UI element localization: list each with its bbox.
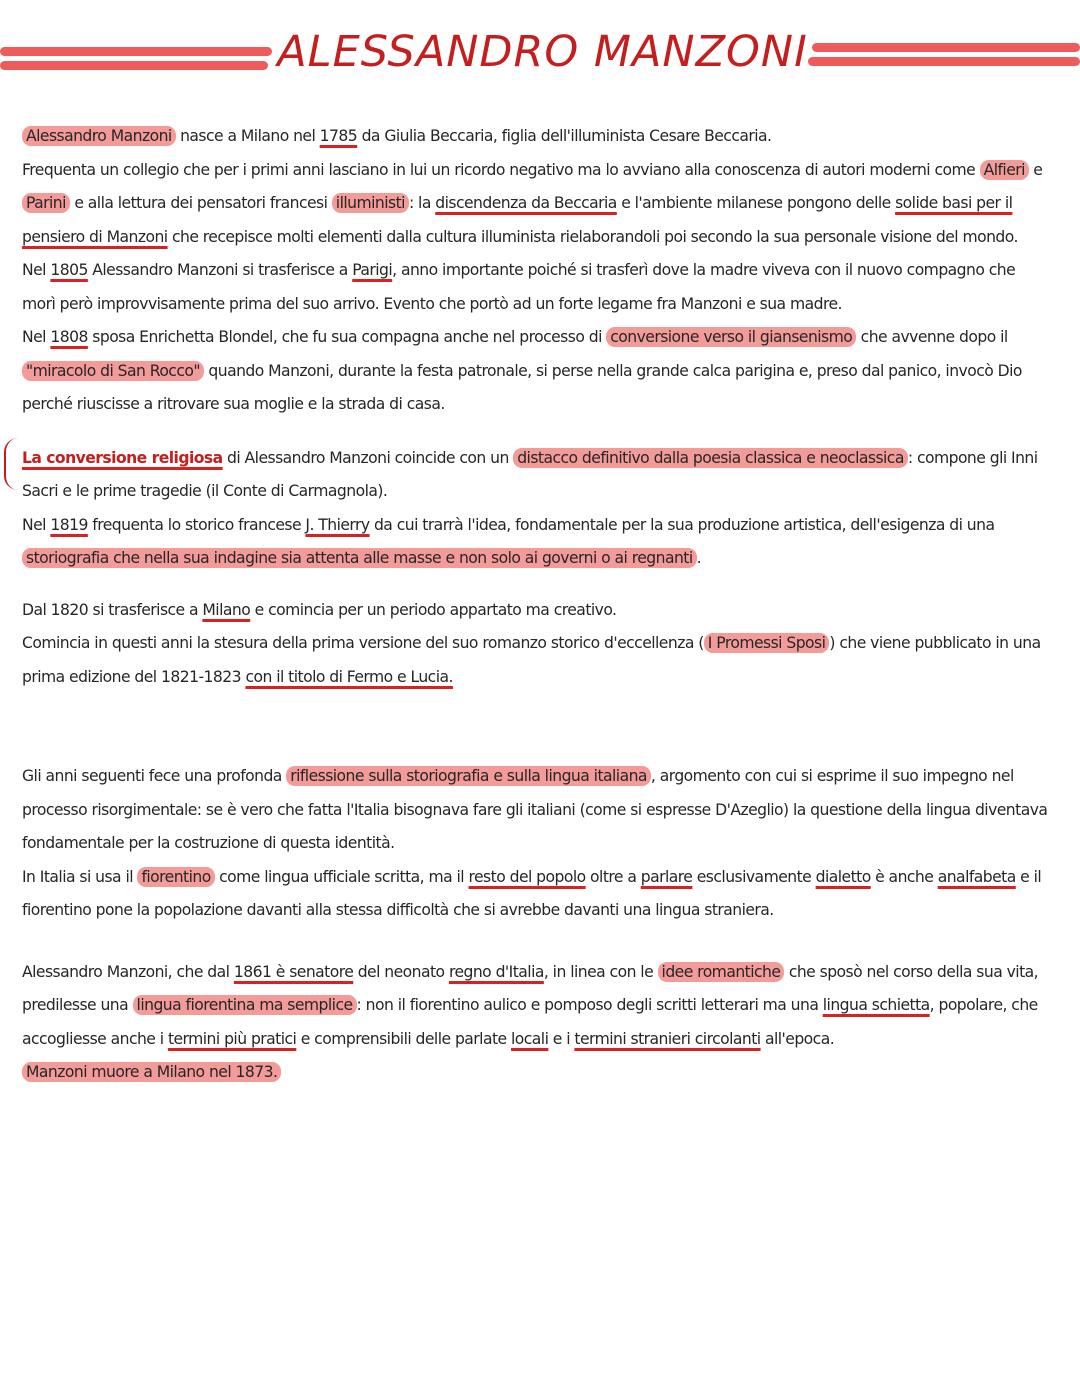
body-text: che sposò nel corso della sua vita, predilesse una bbox=[22, 962, 1039, 1014]
underlined-text: 1805 bbox=[50, 261, 88, 279]
body-text: In Italia si usa il bbox=[22, 867, 138, 886]
body-text: quando Manzoni, durante la festa patronale, si perse nella grande calca parigina e, preso dal panico, invocò Dio perché riuscisse a ritrovare sua moglie e la strada di casa. bbox=[22, 361, 1022, 413]
body-text: Alessandro Manzoni si trasferisce a bbox=[87, 261, 353, 279]
underlined-text: 1861 è senatore bbox=[233, 962, 354, 981]
body-text: e alla lettura dei pensatori francesi bbox=[69, 194, 332, 212]
highlighted-text: "miracolo di San Rocco" bbox=[22, 361, 204, 381]
body-text: : la bbox=[408, 194, 436, 212]
body-text: e il fiorentino pone la popolazione davanti alla stessa difficoltà che si avrebbe davanti una lingua straniera. bbox=[22, 867, 1042, 919]
underlined-text: dialetto bbox=[815, 867, 871, 886]
underlined-text: locali bbox=[510, 1029, 549, 1048]
body-text: del neonato bbox=[353, 962, 449, 981]
body-text: sposa Enrichetta Blondel, che fu sua compagna anche nel processo di bbox=[87, 328, 607, 346]
body-text: frequenta lo storico francese bbox=[87, 515, 306, 534]
underlined-text: analfabeta bbox=[937, 867, 1016, 886]
body-text: e comincia per un periodo appartato ma creativo. bbox=[250, 600, 617, 619]
body-text: , anno importante poiché si trasferì dove la madre viveva con il nuovo compagno che morì però improvvisamente prima del suo arrivo. Evento che portò ad un forte legame fra Manzoni e sua madre. bbox=[22, 261, 1016, 313]
body-text: Nel bbox=[22, 515, 51, 534]
underlined-text: con il titolo di Fermo e Lucia. bbox=[245, 667, 453, 686]
body-text: Alessandro Manzoni, che dal bbox=[22, 962, 234, 981]
body-text: e i bbox=[548, 1029, 575, 1048]
title-bar-right-bottom bbox=[808, 57, 1080, 66]
underlined-text: termini più pratici bbox=[167, 1029, 297, 1048]
highlighted-text: illuministi bbox=[332, 193, 409, 213]
underlined-text: 1808 bbox=[50, 328, 88, 346]
underlined-text: solide basi per il pensiero di Manzoni bbox=[22, 194, 1013, 246]
body-text: , in linea con le bbox=[543, 962, 658, 981]
body-text: che recepisce molti elementi dalla cultura illuminista rielaborandoli poi secondo la sua personale visione del mondo. bbox=[167, 227, 1018, 246]
paragraph-milano bbox=[22, 594, 1048, 695]
underlined-text: lingua schietta bbox=[822, 996, 930, 1014]
body-text: ) che viene pubblicato in una prima edizione del 1821-1823 bbox=[22, 634, 1041, 686]
underlined-text: Parigi bbox=[352, 261, 393, 279]
paragraph-senatore bbox=[22, 956, 1048, 1090]
underlined-text: resto del popolo bbox=[468, 867, 586, 886]
underlined-text: Milano bbox=[202, 600, 251, 619]
body-text: esclusivamente bbox=[692, 867, 816, 886]
underlined-text: discendenza da Beccaria bbox=[435, 194, 617, 212]
body-text: oltre a bbox=[585, 867, 641, 886]
body-text: , argomento con cui si esprime il suo impegno nel processo risorgimentale: se è vero che fatta l'Italia bisognava fare gli italiani (come si espresse D'Azeglio) la questione della lingua diventava fondamentale per la costruzione di questa identità. bbox=[22, 767, 1048, 852]
body-text: Dal 1820 si trasferisce a bbox=[22, 600, 203, 619]
title-bar-left-bottom bbox=[0, 61, 268, 70]
underlined-text: parlare bbox=[640, 867, 693, 886]
body-text: , popolare, che accogliesse anche i bbox=[22, 996, 1038, 1048]
highlighted-text: lingua fiorentina ma semplice bbox=[133, 995, 357, 1015]
body-text: : compone gli Inni Sacri e le prime tragedie (il Conte di Carmagnola). bbox=[22, 448, 1038, 500]
highlighted-text: Alessandro Manzoni bbox=[22, 126, 176, 146]
highlighted-text: Parini bbox=[22, 193, 70, 213]
highlighted-text: riflessione sulla storiografia e sulla lingua italiana bbox=[286, 766, 651, 786]
body-text: Nel bbox=[22, 328, 51, 346]
header bbox=[0, 20, 1080, 90]
paragraph-biography bbox=[22, 120, 1048, 422]
underlined-text: J. Thierry bbox=[305, 515, 370, 534]
paragraph-lingua bbox=[22, 760, 1048, 928]
body-text: : non il fiorentino aulico e pomposo degli scritti letterari ma una bbox=[356, 996, 823, 1014]
page-title: ALESSANDRO MANZONI bbox=[277, 27, 808, 77]
body-text: Nel bbox=[22, 261, 51, 279]
underlined-text: 1785 bbox=[319, 127, 358, 145]
body-text: come lingua ufficiale scritta, ma il bbox=[214, 867, 469, 886]
margin-bracket bbox=[4, 438, 20, 490]
body-text: e l'ambiente milanese pongono delle bbox=[616, 194, 896, 212]
body-text: è anche bbox=[870, 867, 938, 886]
highlighted-text: I Promessi Sposi bbox=[704, 633, 830, 653]
body-text: all'epoca. bbox=[760, 1029, 835, 1048]
underlined-text: termini stranieri circolanti bbox=[574, 1029, 761, 1048]
body-text: Frequenta un collegio che per i primi anni lasciano in lui un ricordo negativo ma lo avviano alla conoscenza di autori moderni come bbox=[22, 160, 980, 179]
highlighted-text: fiorentino bbox=[137, 867, 214, 887]
title-bar-left-top bbox=[0, 47, 272, 56]
body-text: di Alessandro Manzoni coincide con un bbox=[222, 448, 514, 467]
body-text: e bbox=[1028, 160, 1043, 179]
body-text: Gli anni seguenti fece una profonda bbox=[22, 767, 287, 785]
body-text: nasce a Milano nel bbox=[175, 127, 320, 145]
highlighted-text: idee romantiche bbox=[658, 962, 785, 982]
body-text: che avvenne dopo il bbox=[856, 328, 1008, 346]
notes-body bbox=[22, 120, 1048, 1090]
paragraph-conversion bbox=[22, 442, 1048, 576]
body-text: da cui trarrà l'idea, fondamentale per la sua produzione artistica, dell'esigenza di una bbox=[369, 515, 995, 534]
body-text: . bbox=[696, 549, 702, 567]
underlined-text: 1819 bbox=[50, 515, 88, 534]
body-text: da Giulia Beccaria, figlia dell'illuminista Cesare Beccaria. bbox=[357, 127, 772, 145]
highlighted-text: storiografia che nella sua indagine sia attenta alle masse e non solo ai governi o ai regnanti bbox=[22, 548, 697, 568]
highlighted-text: Manzoni muore a Milano nel 1873. bbox=[22, 1062, 281, 1082]
underlined-text: regno d'Italia bbox=[448, 962, 544, 981]
body-text: e comprensibili delle parlate bbox=[296, 1029, 511, 1048]
highlighted-text: conversione verso il giansenismo bbox=[606, 327, 856, 347]
highlighted-text: distacco definitivo dalla poesia classica e neoclassica bbox=[513, 448, 908, 468]
title-bar-right-top bbox=[812, 43, 1080, 52]
highlighted-text: Alfieri bbox=[980, 160, 1029, 180]
section-heading: La conversione religiosa bbox=[22, 448, 223, 467]
body-text: Comincia in questi anni la stesura della prima versione del suo romanzo storico d'eccellenza ( bbox=[22, 634, 704, 652]
